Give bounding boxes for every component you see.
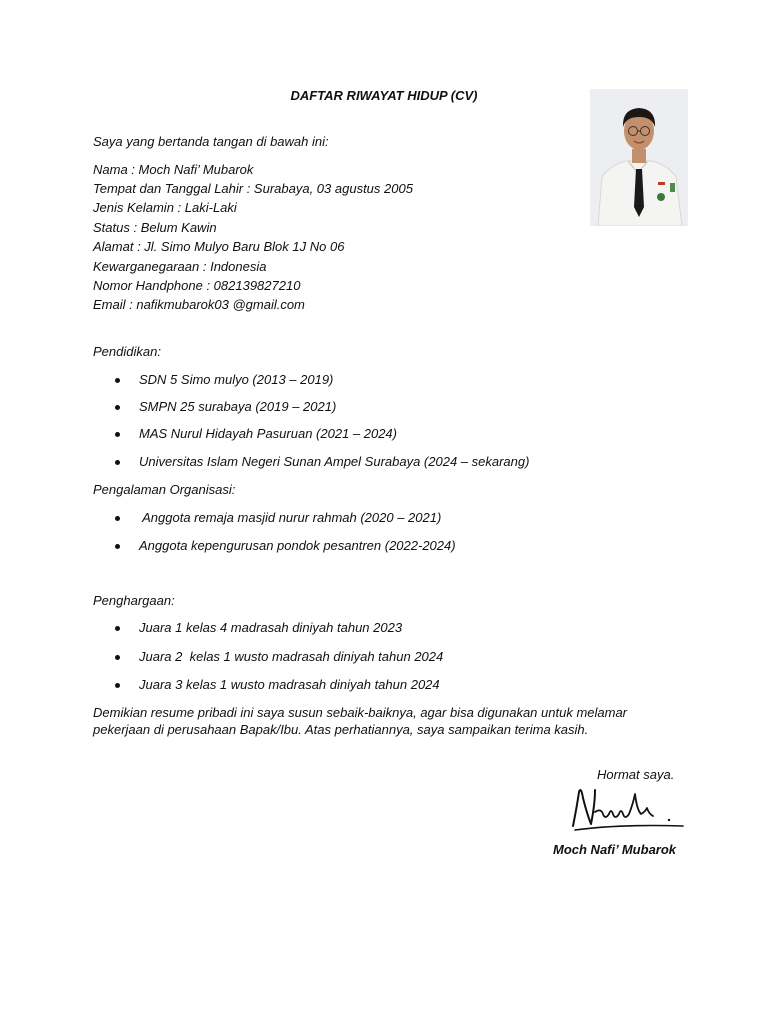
profile-photo	[590, 89, 688, 226]
personal-name: Nama : Moch Nafi’ Mubarok	[93, 162, 254, 177]
personal-phone: Nomor Handphone : 082139827210	[93, 278, 301, 293]
bullet-icon	[115, 405, 120, 410]
intro-text: Saya yang bertanda tangan di bawah ini:	[93, 134, 329, 149]
awards-heading: Penghargaan:	[93, 593, 175, 608]
handwritten-signature	[565, 784, 690, 840]
signer-name: Moch Nafi’ Mubarok	[553, 842, 677, 857]
personal-birth: Tempat dan Tanggal Lahir : Surabaya, 03 agustus 2005	[93, 181, 413, 196]
personal-email: Email : nafikmubarok03 @gmail.com	[93, 297, 305, 312]
personal-nationality: Kewarganegaraan : Indonesia	[93, 259, 267, 274]
bullet-icon	[115, 683, 120, 688]
bullet-icon	[115, 544, 120, 549]
award-item: Juara 2 kelas 1 wusto madrasah diniyah tahun 2024	[139, 649, 444, 664]
education-item: MAS Nurul Hidayah Pasuruan (2021 – 2024)	[139, 426, 397, 441]
education-item: SDN 5 Simo mulyo (2013 – 2019)	[139, 372, 334, 387]
document-title: DAFTAR RIWAYAT HIDUP (CV)	[290, 88, 478, 103]
bullet-icon	[115, 655, 120, 660]
bullet-icon	[115, 516, 120, 521]
closing-paragraph: Demikian resume pribadi ini saya susun sebaik-baiknya, agar bisa digunakan untuk melamar pekerjaan di perusahaan Bapak/Ibu. Atas perhatiannya, saya sampaikan terima kasih.	[93, 705, 628, 737]
bullet-icon	[115, 432, 120, 437]
personal-gender: Jenis Kelamin : Laki-Laki	[93, 200, 237, 215]
organization-item: Anggota remaja masjid nurur rahmah (2020 – 2021)	[139, 510, 442, 525]
education-item: SMPN 25 surabaya (2019 – 2021)	[139, 399, 337, 414]
award-item: Juara 3 kelas 1 wusto madrasah diniyah tahun 2024	[139, 677, 440, 692]
profile-photo-portrait	[590, 89, 688, 226]
personal-status: Status : Belum Kawin	[93, 220, 217, 235]
organization-item: Anggota kepengurusan pondok pesantren (2022-2024)	[139, 538, 456, 553]
organization-heading: Pengalaman Organisasi:	[93, 482, 236, 497]
award-item: Juara 1 kelas 4 madrasah diniyah tahun 2023	[139, 620, 403, 635]
bullet-icon	[115, 460, 120, 465]
education-item: Universitas Islam Negeri Sunan Ampel Surabaya (2024 – sekarang)	[139, 454, 530, 469]
bullet-icon	[115, 626, 120, 631]
personal-address: Alamat : Jl. Simo Mulyo Baru Blok 1J No 06	[93, 239, 345, 254]
closing-greeting: Hormat saya.	[597, 767, 675, 782]
education-heading: Pendidikan:	[93, 344, 161, 359]
bullet-icon	[115, 378, 120, 383]
